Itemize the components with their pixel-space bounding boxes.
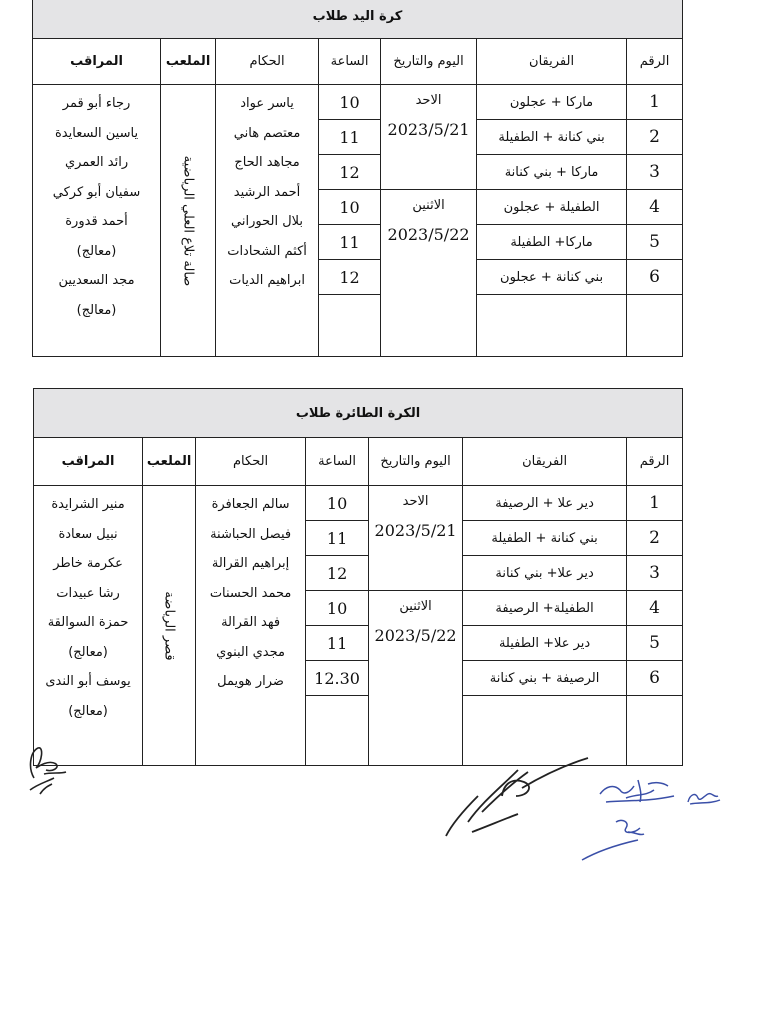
row-num: 6: [627, 661, 683, 696]
row-time: 12: [319, 260, 381, 295]
signature-right-name: [596, 774, 678, 808]
row-time: 12: [306, 556, 369, 591]
referee-name: بلال الحوراني: [231, 214, 304, 229]
monitor-name: عكرمة خاطر: [53, 556, 123, 571]
row-num: 4: [627, 190, 683, 225]
referees-list: [216, 85, 319, 357]
row-num: 5: [627, 225, 683, 260]
referee-name: أحمد الرشيد: [233, 184, 301, 200]
day-date: 2023/5/22: [374, 626, 457, 645]
day-cell: [369, 486, 463, 591]
monitor-name: حمزة السوالقة: [47, 615, 129, 630]
monitors-list: [34, 486, 143, 766]
header-venue: الملعب: [143, 438, 196, 486]
monitor-name: منير الشرايدة: [51, 497, 125, 512]
referee-name: معتصم هاني: [233, 125, 301, 141]
referee-name: ياسر عواد: [240, 96, 294, 111]
referee-name: سالم الجعافرة: [211, 497, 290, 512]
referee-name: فيصل الحباشنة: [210, 526, 292, 542]
referee-name: أكثم الشحادات: [227, 243, 307, 259]
venue-cell: [161, 85, 216, 357]
header-time: الساعة: [306, 438, 369, 486]
row-time: 12: [319, 155, 381, 190]
monitor-name: رجاء أبو قمر: [62, 96, 131, 111]
row-time: 10: [306, 486, 369, 521]
monitor-name: (معالج): [76, 243, 117, 259]
day-name: الاحد: [402, 494, 429, 509]
monitor-name: (معالج): [68, 644, 108, 660]
header-venue: الملعب: [161, 39, 216, 85]
header-num: الرقم: [627, 438, 683, 486]
row-time: 11: [319, 225, 381, 260]
table-row: [33, 85, 683, 120]
row-teams: بني كنانة + الطفيلة: [477, 120, 627, 155]
row-teams: ماركا+ الطفيلة: [477, 225, 627, 260]
referee-name: ضرار هويمل: [217, 674, 284, 689]
day-cell: [369, 591, 463, 766]
referee-name: فهد القرالة: [221, 615, 281, 630]
volleyball-schedule-table: [33, 388, 683, 766]
monitor-name: ياسين السعايدة: [54, 125, 139, 141]
row-num: 5: [627, 626, 683, 661]
header-num: الرقم: [627, 39, 683, 85]
row-num: 3: [627, 556, 683, 591]
row-teams: دير علا+ بني كنانة: [463, 556, 627, 591]
row-num: 1: [627, 85, 683, 120]
row-time: 10: [319, 190, 381, 225]
header-teams: الفريقان: [463, 438, 627, 486]
handball-title: كرة اليد طلاب: [33, 0, 683, 39]
monitor-name: سفيان أبو كركي: [52, 184, 141, 200]
volleyball-title: الكرة الطائرة طلاب: [34, 389, 683, 438]
day-name: الاحد: [415, 93, 442, 108]
monitor-name: مجد السعديين: [58, 273, 135, 288]
header-date: اليوم والتاريخ: [369, 438, 463, 486]
row-time: 11: [319, 120, 381, 155]
row-time: 11: [306, 521, 369, 556]
row-teams: بني كنانة + الطفيلة: [463, 521, 627, 556]
row-num: 6: [627, 260, 683, 295]
monitor-name: أحمد قدورة: [65, 214, 128, 229]
header-monitors: المراقب: [33, 39, 161, 85]
venue-name: صالة تلاع العلي الرياضية: [180, 155, 196, 286]
row-time: 10: [306, 591, 369, 626]
signature-center: [442, 752, 592, 844]
monitor-name: رشا عبيدات: [56, 585, 120, 601]
row-teams: الطفيلة+ الرصيفة: [463, 591, 627, 626]
signature-left: [24, 738, 74, 800]
row-teams: دير علا + الرصيفة: [463, 486, 627, 521]
header-date: اليوم والتاريخ: [381, 39, 477, 85]
referee-name: مجدي البنوي: [216, 644, 285, 660]
header-teams: الفريقان: [477, 39, 627, 85]
signature-bottom: [576, 814, 658, 864]
referees-list: [196, 486, 306, 766]
header-time: الساعة: [319, 39, 381, 85]
row-teams: دير علا+ الطفيلة: [463, 626, 627, 661]
row-num: 3: [627, 155, 683, 190]
header-monitors: المراقب: [34, 438, 143, 486]
row-teams: ماركا + بني كنانة: [477, 155, 627, 190]
day-name: الاثنين: [399, 599, 432, 614]
handball-schedule-table: [32, 0, 683, 357]
signature-right-initials: [684, 786, 724, 808]
day-name: الاثنين: [412, 198, 445, 213]
row-time: 12.30: [306, 661, 369, 696]
venue-cell: [143, 486, 196, 766]
row-teams: ماركا + عجلون: [477, 85, 627, 120]
monitor-name: نبيل سعادة: [58, 526, 118, 542]
referee-name: محمد الحسنات: [209, 585, 292, 601]
row-num: 2: [627, 120, 683, 155]
referee-name: مجاهد الحاج: [234, 155, 300, 170]
row-teams: الرصيفة + بني كنانة: [463, 661, 627, 696]
row-num: 1: [627, 486, 683, 521]
row-teams: الطفيلة + عجلون: [477, 190, 627, 225]
venue-name: قصر الرياضة: [161, 590, 177, 661]
day-date: 2023/5/22: [387, 225, 470, 244]
monitor-name: (معالج): [76, 302, 117, 318]
header-referees: الحكام: [216, 39, 319, 85]
table-row: [34, 486, 683, 521]
day-date: 2023/5/21: [374, 521, 457, 540]
monitor-name: يوسف أبو الندى: [45, 674, 131, 689]
row-num: 2: [627, 521, 683, 556]
referee-name: ابراهيم الديات: [229, 273, 305, 288]
row-time: 10: [319, 85, 381, 120]
monitor-name: (معالج): [68, 703, 108, 719]
day-date: 2023/5/21: [387, 120, 470, 139]
day-cell: [381, 85, 477, 190]
monitors-list: [33, 85, 161, 357]
monitor-name: رائد العمري: [64, 155, 129, 170]
day-cell: [381, 190, 477, 357]
row-teams: بني كنانة + عجلون: [477, 260, 627, 295]
row-time: 11: [306, 626, 369, 661]
row-num: 4: [627, 591, 683, 626]
referee-name: إبراهيم القرالة: [211, 556, 290, 571]
header-referees: الحكام: [196, 438, 306, 486]
